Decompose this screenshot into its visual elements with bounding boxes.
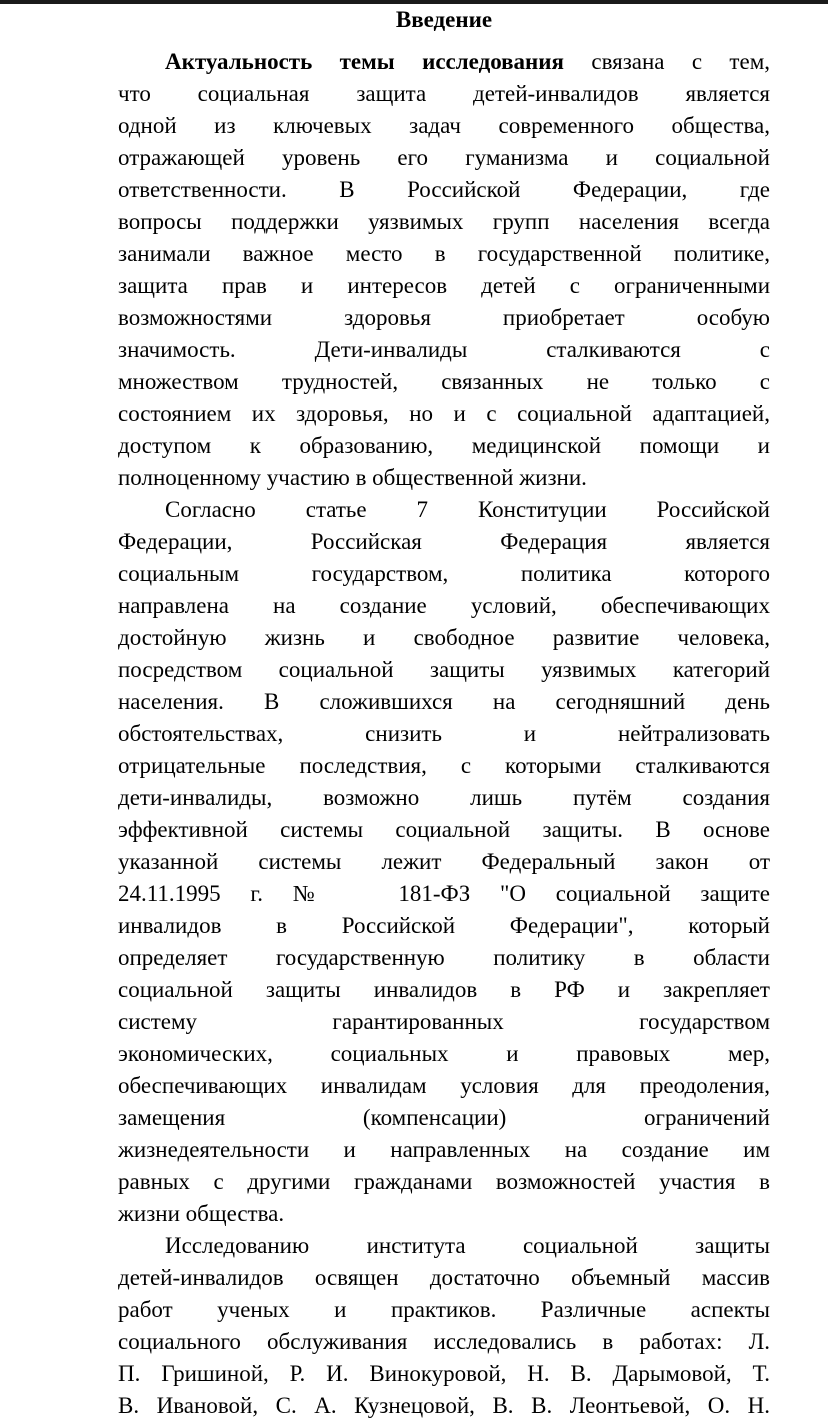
- text-line: посредством социальной защиты уязвимых категорий: [118, 657, 770, 682]
- text-line: значимость. Дети-инвалиды сталкиваются с: [118, 337, 770, 362]
- text-line: возможностями здоровья приобретает особую: [118, 305, 770, 330]
- text-line: Федерации, Российская Федерация является: [118, 529, 770, 554]
- text-line: [118, 46, 770, 78]
- text-line: дети-инвалиды, возможно лишь путём создания: [118, 785, 770, 810]
- text-line: направлена на создание условий, обеспечивающих: [118, 593, 770, 618]
- text-line: определяет государственную политику в области: [118, 945, 770, 970]
- text-line: защита прав и интересов детей с ограниченными: [118, 273, 770, 298]
- text-line: П. Гришиной, Р. И. Винокуровой, Н. В. Дарымовой, Т.: [118, 1361, 770, 1386]
- text-line: вопросы поддержки уязвимых групп населения всегда: [118, 209, 770, 234]
- text-line: В. Ивановой, С. А. Кузнецовой, В. В. Леонтьевой, О. Н.: [118, 1393, 770, 1418]
- text-line: работ ученых и практиков. Различные аспекты: [118, 1297, 770, 1322]
- text-line: ответственности. В Российской Федерации, где: [118, 177, 770, 202]
- text-line: достойную жизнь и свободное развитие человека,: [118, 625, 770, 650]
- text-line: эффективной системы социальной защиты. В основе: [118, 817, 770, 842]
- paragraph-constitution: [118, 494, 770, 1230]
- text-line: отражающей уровень его гуманизма и социальной: [118, 145, 770, 170]
- text-line: обеспечивающих инвалидам условия для преодоления,: [118, 1073, 770, 1098]
- page-title: Введение: [395, 7, 493, 32]
- text-line: Исследованию института социальной защиты: [165, 1233, 770, 1258]
- text-line: что социальная защита детей-инвалидов является: [118, 81, 770, 106]
- text-line: социальным государством, политика которого: [118, 561, 770, 586]
- text-line: занимали важное место в государственной политике,: [118, 241, 770, 266]
- text-line: жизнедеятельности и направленных на создание им: [118, 1137, 770, 1162]
- text-run: связана с тем,: [564, 49, 770, 74]
- text-line: множеством трудностей, связанных не только с: [118, 369, 770, 394]
- text-line: населения. В сложившихся на сегодняшний день: [118, 689, 770, 714]
- text-line: Согласно статье 7 Конституции Российской: [165, 497, 770, 522]
- text-line: доступом к образованию, медицинской помощи и: [118, 433, 770, 458]
- text-line: замещения (компенсации) ограничений: [118, 1105, 770, 1130]
- text-line: отрицательные последствия, с которыми сталкиваются: [118, 753, 770, 778]
- text-line: социальной защиты инвалидов в РФ и закрепляет: [118, 977, 770, 1002]
- text-line: жизни общества.: [118, 1201, 285, 1226]
- bold-text-run: Актуальность темы исследования: [165, 49, 564, 74]
- text-line: 24.11.1995 г. № 181-ФЗ "О социальной защите: [118, 881, 770, 906]
- text-line: экономических, социальных и правовых мер,: [118, 1041, 770, 1066]
- document-body: [118, 46, 770, 1422]
- page-content: [118, 4, 770, 1422]
- text-line: состоянием их здоровья, но и с социальной адаптацией,: [118, 401, 770, 426]
- paragraph-research-review: [118, 1230, 770, 1422]
- text-line: систему гарантированных государством: [118, 1009, 770, 1034]
- text-line: обстоятельствах, снизить и нейтрализовать: [118, 721, 770, 746]
- text-line: инвалидов в Российской Федерации", который: [118, 913, 770, 938]
- text-line: равных с другими гражданами возможностей участия в: [118, 1169, 770, 1194]
- text-line: одной из ключевых задач современного общества,: [118, 113, 770, 138]
- paragraph-actuality: [118, 46, 770, 494]
- text-line: детей-инвалидов освящен достаточно объемный массив: [118, 1265, 770, 1290]
- text-line: указанной системы лежит Федеральный закон от: [118, 849, 770, 874]
- text-line: социального обслуживания исследовались в работах: Л.: [118, 1329, 770, 1354]
- text-line: полноценному участию в общественной жизни.: [118, 465, 587, 490]
